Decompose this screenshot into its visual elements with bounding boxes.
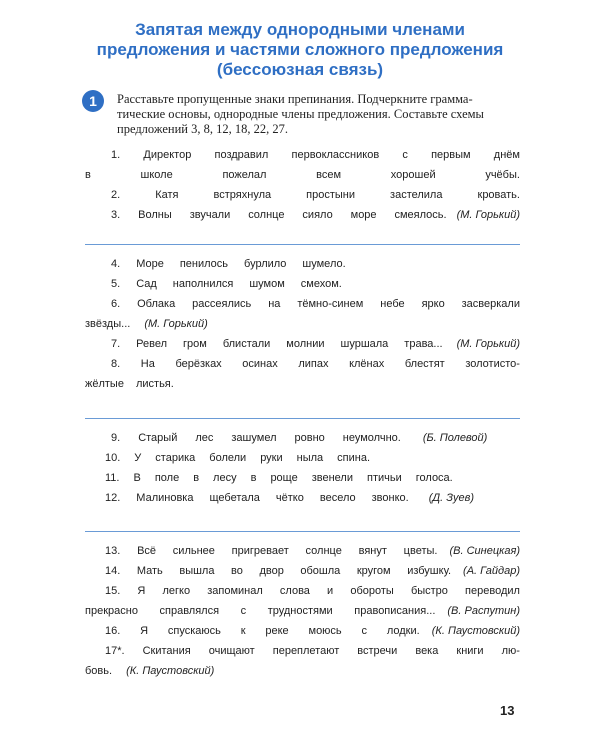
answer-line-3	[85, 531, 520, 532]
word: обошла	[300, 565, 341, 577]
word: моюсь	[308, 625, 342, 637]
word: с	[361, 625, 367, 637]
sentence-16	[85, 621, 520, 641]
sentence-17-word: бовь.	[85, 665, 113, 677]
word: в	[193, 472, 200, 484]
word: Море	[136, 258, 164, 270]
word: У	[134, 452, 142, 464]
word: легко	[162, 585, 191, 597]
word: трудностями	[267, 605, 333, 617]
word: 3.	[111, 209, 121, 221]
word: лес	[195, 432, 214, 444]
word: переплетают	[272, 645, 340, 657]
word: тёмно-синем	[297, 298, 364, 310]
word: поздравил	[214, 149, 269, 161]
sentence-10	[85, 448, 520, 468]
word: ныла	[296, 452, 324, 464]
word: Мать	[136, 565, 163, 577]
word: спускаюсь	[167, 625, 221, 637]
word: птичьи	[367, 472, 402, 484]
word: На	[140, 358, 155, 370]
sentence-4	[85, 254, 520, 274]
word: с	[402, 149, 408, 161]
word: молнии	[286, 338, 325, 350]
word: клёнах	[349, 358, 385, 370]
word: первоклассников	[291, 149, 380, 161]
word: голоса.	[415, 472, 453, 484]
word: солнце	[248, 209, 285, 221]
word: неумолчно.	[342, 432, 401, 444]
sentence-17-author: (К. Паустовский)	[126, 665, 215, 677]
word: школе	[140, 169, 173, 181]
sentence-13	[85, 541, 520, 561]
word: избушку.	[407, 565, 452, 577]
word: засверкали	[461, 298, 520, 310]
sentence-9	[85, 428, 520, 448]
sentence-9-author: (Б. Полевой)	[422, 432, 488, 444]
word: пожелал	[222, 169, 267, 181]
sentence-8-line-1	[85, 354, 520, 374]
sentence-7-author: (М. Горький)	[456, 338, 520, 350]
word: 14.	[105, 565, 121, 577]
sentence-words	[105, 488, 409, 508]
word: кругом	[356, 565, 391, 577]
word: и	[327, 585, 334, 597]
word: болели	[209, 452, 247, 464]
word: 7.	[111, 338, 121, 350]
sentence-1-line-1	[85, 145, 520, 165]
sentence-6-word: звёзды...	[85, 318, 131, 330]
word: Волны	[138, 209, 172, 221]
word: поле	[154, 472, 180, 484]
word: море	[350, 209, 377, 221]
word: кровать.	[477, 189, 520, 201]
sentence-2	[85, 185, 520, 205]
sentence-17-line-1	[85, 641, 520, 661]
word: шуршала	[340, 338, 389, 350]
word: лю-	[501, 645, 520, 657]
word: гром	[183, 338, 207, 350]
word: справлялся	[159, 605, 220, 617]
sentence-6-line-2	[85, 314, 520, 334]
title-line-2: предложения и частями сложного предложения	[96, 40, 504, 59]
sentence-8-line-2	[85, 374, 520, 394]
answer-line-2	[85, 418, 520, 419]
word: простыни	[306, 189, 355, 201]
word: спина.	[337, 452, 371, 464]
word: во	[231, 565, 243, 577]
word: 15.	[105, 585, 121, 597]
word: солнце	[305, 545, 342, 557]
word: пенилось	[179, 258, 229, 270]
word: роще	[270, 472, 298, 484]
word: зашумел	[231, 432, 277, 444]
word: застелила	[390, 189, 443, 201]
task-line-3: предложений 3, 8, 12, 18, 22, 27.	[117, 122, 288, 136]
sentence-1-line-2	[85, 165, 520, 185]
sentence-15-line-1	[85, 581, 520, 601]
word: днём	[493, 149, 520, 161]
word: небе	[380, 298, 405, 310]
sentence-block-4	[85, 541, 520, 681]
sentence-7	[85, 334, 520, 354]
word: 6.	[111, 298, 121, 310]
word: всем	[316, 169, 342, 181]
word: звонко.	[371, 492, 409, 504]
word: 17*.	[105, 645, 125, 657]
word: Я	[140, 625, 149, 637]
word: наполнился	[172, 278, 234, 290]
word: Всё	[137, 545, 157, 557]
word: быстро	[410, 585, 448, 597]
word: трава...	[404, 338, 443, 350]
word: лесу	[213, 472, 237, 484]
sentence-16-author: (К. Паустовский)	[431, 625, 520, 637]
word: руки	[260, 452, 283, 464]
word: Скитания	[142, 645, 191, 657]
word: шумело.	[302, 258, 346, 270]
sentence-13-author: (В. Синецкая)	[449, 545, 520, 557]
word: 11.	[105, 472, 120, 484]
sentence-3	[85, 205, 520, 225]
word: 4.	[111, 258, 121, 270]
sentence-6-line-1	[85, 294, 520, 314]
exercise-instructions	[117, 92, 517, 137]
word: 2.	[111, 189, 121, 201]
sentence-12-author: (Д. Зуев)	[428, 492, 474, 504]
word: к	[240, 625, 246, 637]
page-number: 13	[500, 703, 515, 718]
word: 16.	[105, 625, 121, 637]
word: сильнее	[172, 545, 215, 557]
word: Облака	[137, 298, 176, 310]
word: пригревает	[231, 545, 289, 557]
word: чётко	[275, 492, 304, 504]
task-line-1: Расставьте пропущенные знаки препинания. Подчеркните грамма-	[117, 92, 473, 106]
word: Директор	[143, 149, 192, 161]
word: ярко	[421, 298, 445, 310]
word: ровно	[294, 432, 325, 444]
sentence-words	[85, 601, 435, 621]
word: цветы.	[403, 545, 438, 557]
word: учёбы.	[485, 169, 520, 181]
word: запоминал	[207, 585, 263, 597]
word: 12.	[105, 492, 121, 504]
word: переводил	[465, 585, 520, 597]
word: блестят	[404, 358, 445, 370]
word: бурлило	[244, 258, 287, 270]
sentence-17-line-2	[85, 661, 520, 681]
word: смеялось.	[394, 209, 447, 221]
word: в	[250, 472, 257, 484]
word: правописания...	[354, 605, 436, 617]
word: липах	[298, 358, 329, 370]
sentence-6-author: (М. Горький)	[144, 318, 208, 330]
word: прекрасно	[85, 605, 138, 617]
word: на	[268, 298, 281, 310]
sentence-5	[85, 274, 520, 294]
sentence-3-author: (М. Горький)	[456, 209, 520, 221]
word: берёзках	[175, 358, 222, 370]
sentence-11	[85, 468, 520, 488]
word: слова	[279, 585, 310, 597]
word: века	[415, 645, 439, 657]
word: блистали	[222, 338, 271, 350]
word: щебетала	[209, 492, 260, 504]
sentence-words	[111, 428, 401, 448]
word: первым	[431, 149, 471, 161]
word: сияло	[302, 209, 333, 221]
word: встречи	[357, 645, 398, 657]
word: звенели	[311, 472, 353, 484]
word: хорошей	[390, 169, 436, 181]
sentence-words	[105, 541, 438, 561]
word: В	[133, 472, 141, 484]
word: весело	[319, 492, 356, 504]
word: 1.	[111, 149, 121, 161]
word: обороты	[350, 585, 394, 597]
answer-line-1	[85, 244, 520, 245]
word: лодки.	[386, 625, 420, 637]
word: 13.	[105, 545, 121, 557]
sentence-block-2	[85, 254, 520, 394]
word: Малиновка	[136, 492, 194, 504]
word: листья.	[135, 378, 174, 390]
sentence-words	[111, 334, 443, 354]
word: Ревел	[136, 338, 168, 350]
word: в	[85, 169, 91, 181]
word: осинах	[242, 358, 278, 370]
word: рассеялись	[192, 298, 252, 310]
task-line-2: тические основы, однородные члены предложения. Составьте схемы	[117, 107, 484, 121]
sentence-words	[111, 205, 447, 225]
word: 10.	[105, 452, 121, 464]
word: Я	[137, 585, 146, 597]
word: книги	[456, 645, 484, 657]
word: вянут	[358, 545, 387, 557]
word: старика	[155, 452, 196, 464]
sentence-14-author: (А. Гайдар)	[463, 565, 520, 577]
sentence-block-1	[85, 145, 520, 225]
word: вышла	[179, 565, 215, 577]
word: с	[240, 605, 247, 617]
word: шумом	[249, 278, 285, 290]
word: звучали	[189, 209, 231, 221]
word: Катя	[155, 189, 179, 201]
word: золотисто-	[465, 358, 520, 370]
word: встряхнула	[213, 189, 272, 201]
sentence-14	[85, 561, 520, 581]
word: Старый	[138, 432, 178, 444]
word: 9.	[111, 432, 121, 444]
sentence-15-line-2	[85, 601, 520, 621]
sentence-15-author: (В. Распутин)	[447, 605, 520, 617]
title-line-1: Запятая между однородными членами	[135, 20, 465, 39]
word: 8.	[111, 358, 121, 370]
exercise-number-badge: 1	[82, 90, 104, 112]
word: жёлтые	[85, 378, 124, 390]
word: Сад	[136, 278, 157, 290]
sentence-words	[105, 561, 451, 581]
word: 5.	[111, 278, 121, 290]
sentence-words	[105, 621, 420, 641]
word: реке	[265, 625, 289, 637]
word: очищают	[208, 645, 255, 657]
title-line-3: (бессоюзная связь)	[216, 60, 384, 79]
sentence-block-3	[85, 428, 520, 508]
sentence-12	[85, 488, 520, 508]
page-title	[70, 20, 530, 80]
word: двор	[259, 565, 284, 577]
word: смехом.	[300, 278, 342, 290]
